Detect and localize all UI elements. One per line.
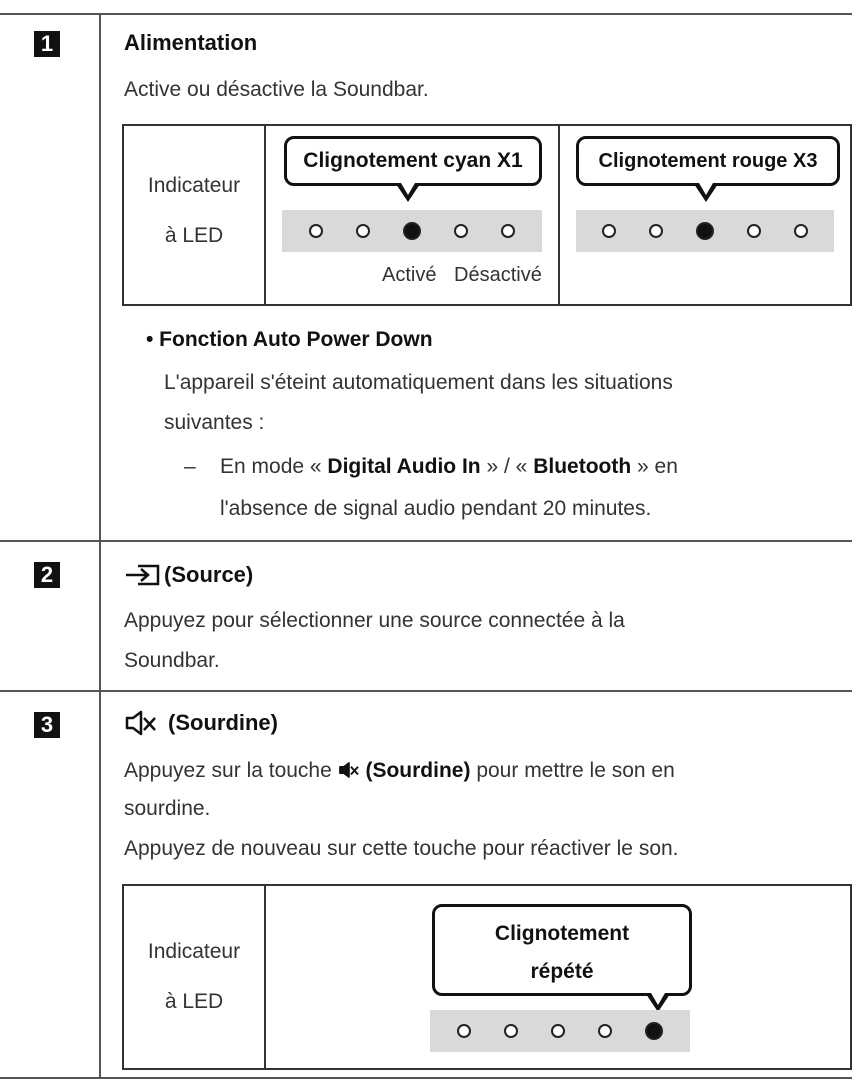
section-number: 1 <box>34 31 60 57</box>
led-dot <box>598 1024 612 1038</box>
callout-tail-fill <box>401 183 415 195</box>
led-label-line2: à LED <box>164 990 224 1013</box>
section-description: Soundbar. <box>124 649 220 672</box>
led-dot <box>501 224 515 238</box>
bottom-rule <box>0 1077 852 1079</box>
callout-tail-fill <box>651 993 665 1005</box>
led-table <box>122 884 852 1070</box>
led-dot-lit <box>645 1022 663 1040</box>
mute-speaker-icon <box>124 710 158 736</box>
top-rule <box>0 13 852 15</box>
led-dot <box>747 224 761 238</box>
led-table <box>122 124 852 306</box>
section-description: Appuyez pour sélectionner une source connectée à la <box>124 609 625 632</box>
led-dot <box>602 224 616 238</box>
led-dot <box>457 1024 471 1038</box>
sub-line <box>220 450 678 484</box>
column-divider <box>99 14 101 1078</box>
led-cell-divider <box>558 126 560 304</box>
led-dot <box>356 224 370 238</box>
section-title: (Source) <box>164 562 254 587</box>
led-strip <box>430 1010 690 1052</box>
sub-bold: Digital Audio In <box>327 455 481 478</box>
callout-red: Clignotement rouge X3 <box>576 136 840 186</box>
bullet-text: suivantes : <box>164 411 265 434</box>
label-off: Désactivé <box>454 264 542 286</box>
callout-repeat <box>432 904 692 996</box>
source-input-icon <box>124 564 162 586</box>
section-number: 2 <box>34 562 60 588</box>
section-description: Appuyez de nouveau sur cette touche pour réactiver le son. <box>124 837 679 860</box>
led-dot <box>649 224 663 238</box>
led-strip <box>576 210 834 252</box>
section-description: Active ou désactive la Soundbar. <box>124 78 429 101</box>
section-title: (Sourdine) <box>168 710 278 735</box>
section-divider <box>0 540 852 542</box>
desc-pre: Appuyez sur la touche <box>124 759 332 782</box>
desc-post: pour mettre le son en <box>476 759 675 782</box>
mute-speaker-icon <box>338 760 360 780</box>
section-title-row <box>124 562 253 588</box>
led-label-line1: Indicateur <box>147 174 241 197</box>
sub-bold: Bluetooth <box>533 455 632 478</box>
bullet-title: • Fonction Auto Power Down <box>146 328 433 351</box>
sub-mid: » / « <box>486 455 528 478</box>
led-label-line2: à LED <box>164 224 224 247</box>
section-title-row <box>124 710 278 736</box>
label-on: Activé <box>382 264 437 286</box>
led-dot <box>551 1024 565 1038</box>
desc-bold: (Sourdine) <box>365 759 471 782</box>
bullet-text: L'appareil s'éteint automatiquement dans les situations <box>164 371 673 394</box>
sub-line: l'absence de signal audio pendant 20 minutes. <box>220 497 652 520</box>
led-dot-lit <box>403 222 421 240</box>
section-title: Alimentation <box>124 30 258 55</box>
led-dot <box>504 1024 518 1038</box>
led-label-line1: Indicateur <box>147 940 241 963</box>
callout-cyan: Clignotement cyan X1 <box>284 136 542 186</box>
led-label-cell <box>124 126 266 304</box>
dash: – <box>184 455 196 478</box>
callout-line: Clignotement <box>494 922 630 945</box>
callout-tail-fill <box>699 183 713 195</box>
led-dot <box>454 224 468 238</box>
led-dot <box>794 224 808 238</box>
sub-pre: En mode « <box>220 455 322 478</box>
section-description: sourdine. <box>124 797 211 820</box>
led-label-cell <box>124 886 266 1068</box>
callout-line: répété <box>530 960 594 983</box>
led-dot <box>309 224 323 238</box>
sub-post: » en <box>637 455 678 478</box>
led-strip <box>282 210 542 252</box>
led-dot-lit <box>696 222 714 240</box>
section-divider <box>0 690 852 692</box>
section-description <box>124 754 675 788</box>
section-number: 3 <box>34 712 60 738</box>
